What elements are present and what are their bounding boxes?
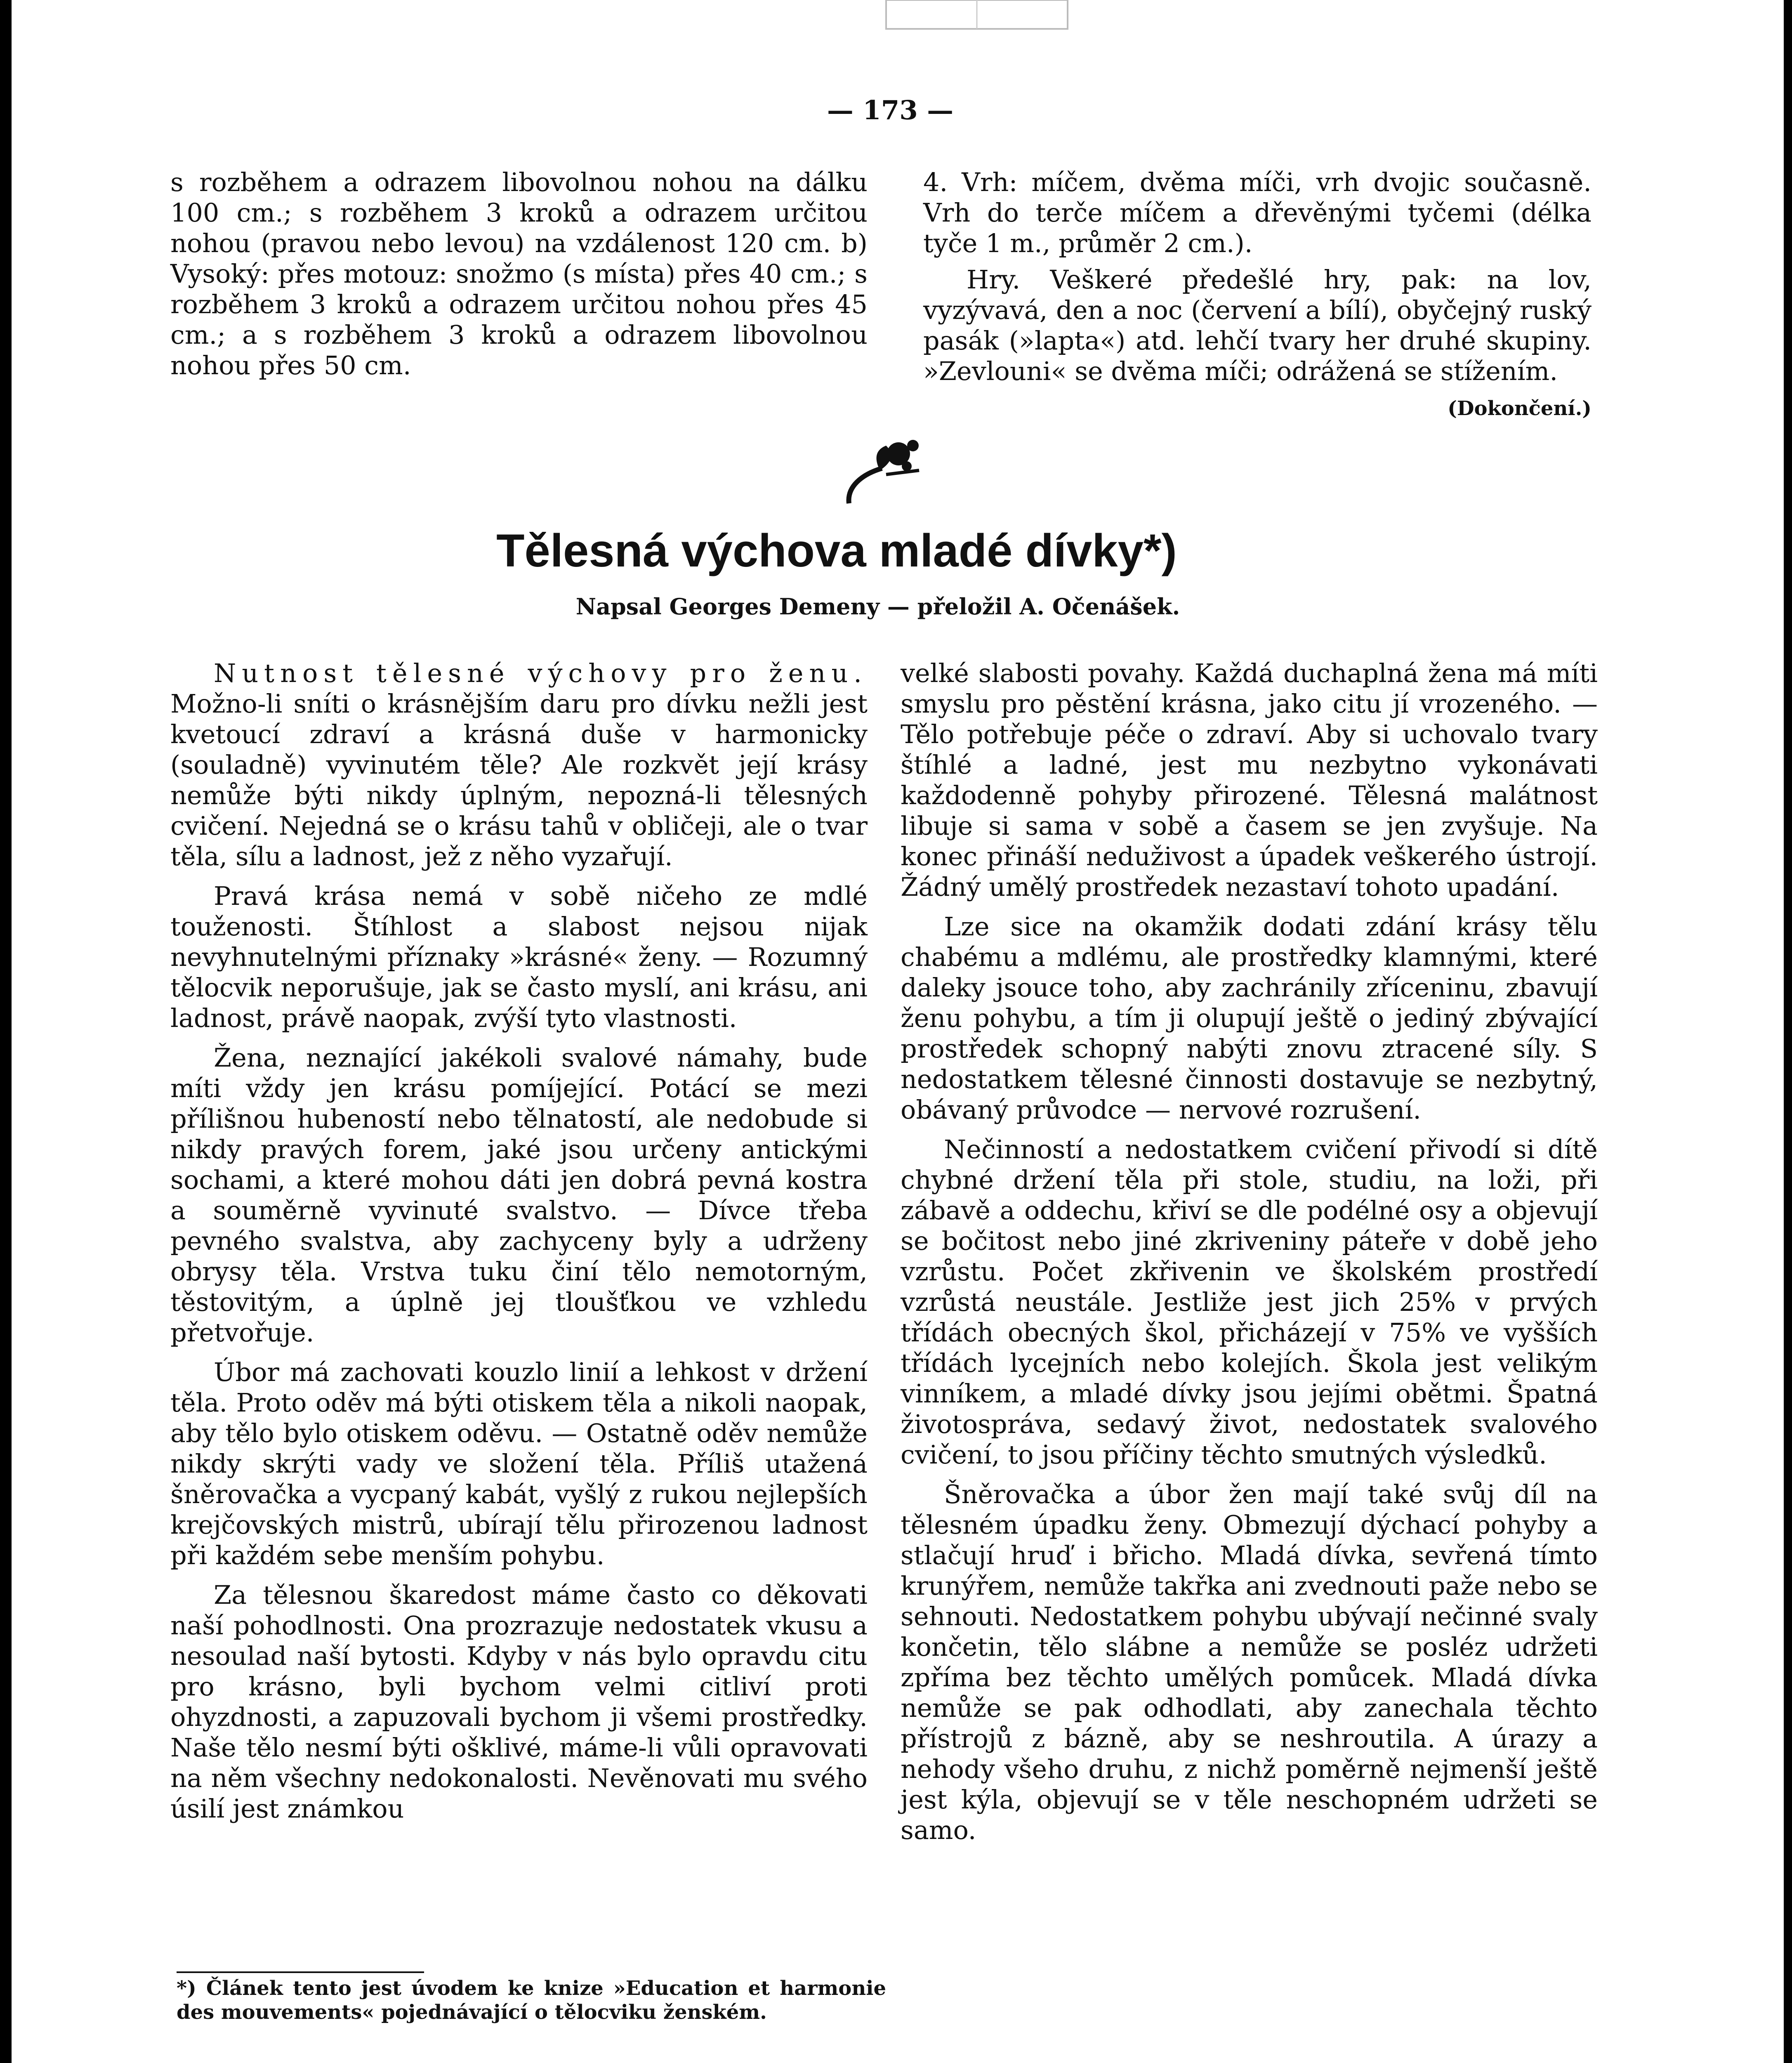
right-paragraph-3: Nečinností a nedostatkem cvičení přivodí si dítě chybné držení těla při stole, studiu, na loži, při zábavě a oddechu, křiví se dle podélné osy a objevují se bočitost nebo jiné zkriveniny páteře v době jeho vzrůstu. Počet zkřivenin ve školském prostředí vzrůstá neustále. Jestliže jest jich 25% v prvých třídách obecných škol, přicházejí v 75% ve vyšších třídách lycejních nebo kolejích. Škola jest velikým vinníkem, a mladé dívky jsou jejími obětmi. Špatná životospráva, sedavý život, nedostatek svalového cvičení, to jsou příčiny těchto smutných výsledků. — [901, 1134, 1598, 1470]
footnote-divider — [177, 1971, 424, 1973]
top-right-paragraph-1: 4. Vrh: míčem, dvěma míči, vrh dvojic současně. Vrh do terče míčem a dřevěnými tyčemi (délka tyče 1 m., průměr 2 cm.). — [923, 167, 1592, 258]
right-paragraph-2: Lze sice na okamžik dodati zdání krásy tělu chabému a mdlému, ale prostředky klamnými, které daleky jsouce toho, aby zachránily zříceninu, zbavují ženu pohybu, a tím ji olupují ještě o jediný zbývající prostředek schopný nabýti znovu ztracené síly. S nedostatkem tělesné činnosti dostavuje se nezbytný, obávaný průvodce — nervové rozrušení. — [901, 911, 1598, 1125]
concluded-note: (Dokončení.) — [1448, 397, 1592, 420]
flower-ornament-icon — [837, 429, 931, 507]
left-paragraph-3: Žena, neznající jakékoli svalové námahy, bude míti vždy jen krásu pomíjející. Potácí se mezi přílišnou hubeností nebo tělnatostí, ale nedobude si nikdy pravých forem, jaké jsou určeny antickými sochami, a které mohou dáti jen dobrá pevná kostra a souměrně vyvinuté svalstvo. — Dívce třeba pevného svalstva, aby zachyceny byly a udrženy obrysy těla. Vrstva tuku činí tělo nemotorným, těstovitým, a úplně jej tloušťkou ve vzhledu přetvořuje. — [170, 1043, 868, 1348]
left-paragraph-5: Za tělesnou škaredost máme často co děkovati naší pohodlnosti. Ona prozrazuje nedostatek vkusu a nesoulad naší bytosti. Kdyby v nás bylo opravdu citu pro krásno, byli bychom velmi citliví proti ohyzdnosti, a zapuzovali bychom ji všemi prostředky. Naše tělo nesmí býti ošklivé, máme-li vůli opravovati na něm všechny nedokonalosti. Nevěnovati mu svého úsilí jest známkou — [170, 1580, 868, 1824]
right-paragraph-4: Šněrovačka a úbor žen mají také svůj díl na tělesném úpadku ženy. Obmezují dýchací pohyby a stlačují hruď i břicho. Mladá dívka, sevřená tímto krunýřem, nemůže takřka ani zvednouti paže nebo se sehnouti. Nedostatkem pohybu ubývají nečinné svaly končetin, tělo slábne a nemůže se posléz udržeti zpříma bez těchto umělých pomůcek. Mladá dívka nemůže se pak odhodlati, aby zanechala těchto přístrojů z bázně, aby se neshroutila. A úrazy a nehody všeho druhu, z nichž poměrně nejmenší ještě jest kýla, objevují se v těle neschopném udržeti se samo. — [901, 1479, 1598, 1845]
page-number: — 173 — — [827, 95, 954, 126]
paragraph-text: Možno-li sníti o krásnějším daru pro dívku nežli jest kvetoucí zdraví a krásná duše v harmonicky (souladně) vyvinutém těle? Ale rozkvět její krásy nemůže býti nikdy úplným, nepozná-li tělesných cvičení. Nejedná se o krásu tahů v obličeji, ale o tvar těla, sílu a ladnost, jež z něho vyzařují. — [170, 689, 868, 871]
paper-sheet — [12, 0, 1784, 2063]
left-column — [170, 658, 868, 1833]
footnote: *) Článek tento jest úvodem ke knize »Education et harmonie des mouvements« pojednávající o tělocviku ženském. — [177, 1977, 886, 2024]
article-byline: Napsal Georges Demeny — přeložil A. Očenášek. — [575, 593, 1180, 620]
top-right-text — [923, 167, 1592, 396]
right-column — [901, 658, 1598, 1855]
right-paragraph-1: velké slabosti povahy. Každá duchaplná žena má míti smyslu pro pěstění krásna, jako citu jí vrozeného. — Tělo potřebuje péče o zdraví. Aby si uchovalo tvary štíhlé a ladné, jest mu nezbytno vykonávati každodenně pohyby přirozené. Tělesná malátnost libuje si sama v sobě a časem se jen zvyšuje. Na konec přináší neduživost a úpadek veškerého ústrojí. Žádný umělý prostředek nezastaví tohoto upadání. — [901, 658, 1598, 902]
top-left-paragraph: s rozběhem a odrazem libovolnou nohou na dálku 100 cm.; s rozběhem 3 kroků a odrazem určitou nohou (pravou nebo levou) na vzdálenost 120 cm. b) Vysoký: přes motouz: snožmo (s místa) přes 40 cm.; s rozběhem 3 kroků a odrazem určitou nohou přes 45 cm.; a s rozběhem 3 kroků a odrazem libovolnou nohou přes 50 cm. — [170, 167, 868, 380]
paragraph-lead: Nutnost tělesné výchovy pro ženu. — [214, 658, 868, 688]
left-paragraph-2: Pravá krása nemá v sobě ničeho ze mdlé touženosti. Štíhlost a slabost nejsou nijak nevyhnutelnými příznaky »krásné« ženy. — Rozumný tělocvik neporušuje, jak se často myslí, ani krásu, ani ladnost, právě naopak, zvýší tyto vlastnosti. — [170, 881, 868, 1033]
left-paragraph-1 — [170, 658, 868, 872]
left-paragraph-4: Úbor má zachovati kouzlo linií a lehkost v držení těla. Proto oděv má býti otiskem těla a nikoli naopak, aby tělo bylo otiskem oděvu. — Ostatně oděv nemůže nikdy skrýti vady ve složení těla. Příliš utažená šněrovačka a vycpaný kabát, vyšlý z rukou nejlepších krejčovských mistrů, ubírají tělu přirozenou ladnost při každém sebe menším pohybu. — [170, 1357, 868, 1570]
top-right-paragraph-2: Hry. Veškeré předešlé hry, pak: na lov, vyzývavá, den a noc (červení a bílí), obyčejný ruský pasák (»lapta«) atd. lehčí tvary her druhé skupiny. »Zevlouni« se dvěma míči; odrážená se stížením. — [923, 264, 1592, 386]
scan-edge-mark — [882, 0, 1072, 50]
top-left-text — [170, 167, 868, 390]
article-title: Tělesná výchova mladé dívky*) — [496, 525, 1177, 576]
